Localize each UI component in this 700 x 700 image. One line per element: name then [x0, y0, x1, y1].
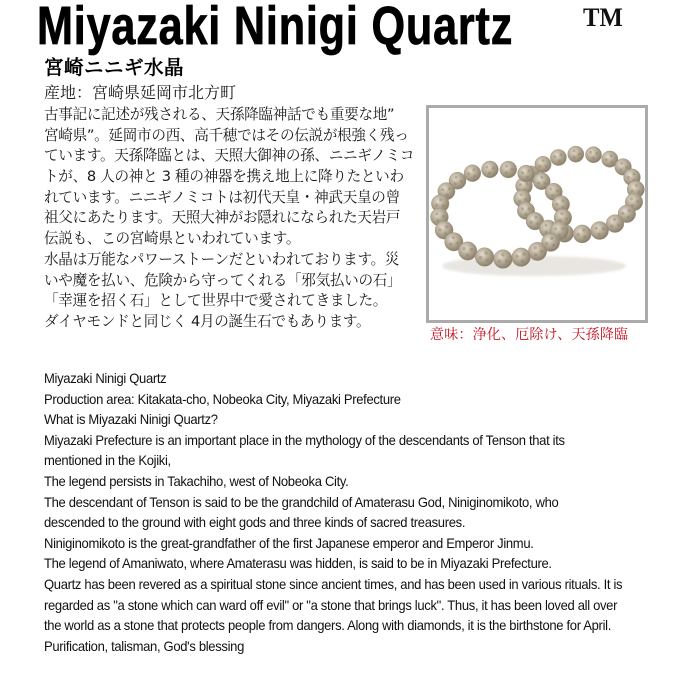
en-description-line: What is Miyazaki Ninigi Quartz?	[44, 411, 218, 428]
jp-description-line: ています。天孫降臨とは、天照大御神の孫、ニニギノミコ	[44, 147, 415, 165]
english-description	[44, 368, 684, 656]
japanese-production-area: 産地：宮崎県延岡市北方町	[44, 83, 237, 102]
jp-description-line: 祖父にあたります。天照大神がお隠れになられた天岩戸	[44, 209, 401, 227]
jp-description-line: いや魔を払い、危険から守ってくれる「邪気払いの石」	[44, 271, 402, 289]
en-description-line: descended to the ground with eight gods and three kinds of sacred treasures.	[44, 514, 466, 531]
japanese-product-name: 宮崎ニニギ水晶	[44, 56, 185, 79]
japanese-description	[44, 105, 414, 333]
product-photo	[426, 105, 648, 323]
en-description-line: the world as a stone that protects people from dangers. Along with diamonds, it is the birthstone for April.	[44, 617, 611, 634]
jp-description-line: 古事記に記述が残される、天孫降臨神話でも重要な地”	[44, 106, 395, 123]
jp-description-line: 伝説も、この宮崎県といわれています。	[44, 230, 301, 248]
jp-description-line: 宮崎県”。延岡市の西、高千穂ではその伝説が根強く残っ	[44, 126, 409, 144]
jp-description-line: ダイヤモンドと同じく 4月の誕生石でもあります。	[44, 312, 371, 330]
en-description-line: Miyazaki Ninigi Quartz	[44, 370, 167, 386]
en-description-line: Purification, talisman, God's blessing	[44, 637, 244, 654]
en-description-line: Production area: Kitakata-cho, Nobeoka City, Miyazaki Prefecture	[44, 390, 401, 407]
bracelet-illustration	[429, 108, 645, 320]
jp-description-line: 水晶は万能なパワーストーンだといわれております。災	[44, 250, 400, 268]
jp-description-line: トが、8 人の神と 3 種の神器を携え地上に降りたといわ	[44, 168, 404, 186]
en-description-line: The legend persists in Takachiho, west of Nobeoka City.	[44, 472, 349, 489]
en-description-line: regarded as "a stone which can ward off evil" or "a stone that brings luck". Thus, it has been loved all over	[44, 596, 618, 613]
product-title: Miyazaki Ninigi Quartz	[37, 0, 514, 56]
jp-description-line: 「幸運を招く石」として世界中で愛されてきました。	[44, 292, 388, 310]
en-description-line: mentioned in the Kojiki,	[44, 452, 171, 469]
jp-description-line: れています。ニニギノミコトは初代天皇・神武天皇の曾	[44, 188, 400, 206]
trademark-symbol: TM	[583, 3, 623, 32]
en-description-line: Niniginomikoto is the great-grandfather of the first Japanese emperor and Emperor Jinmu.	[44, 534, 534, 551]
en-description-line: The legend of Amaniwato, where Amaterasu was hidden, is said to be in Miyazaki Prefecture.	[44, 555, 552, 572]
en-description-line: Miyazaki Prefecture is an important place in the mythology of the descendants of Tenson that its	[44, 431, 565, 448]
en-description-line: The descendant of Tenson is said to be the grandchild of Amaterasu God, Niniginomikoto, who	[44, 493, 559, 510]
photo-caption-meaning: 意味：浄化、厄除け、天孫降臨	[430, 327, 629, 343]
en-description-line: Quartz has been revered as a spiritual stone since ancient times, and has been used in various rituals. It is	[44, 575, 623, 592]
